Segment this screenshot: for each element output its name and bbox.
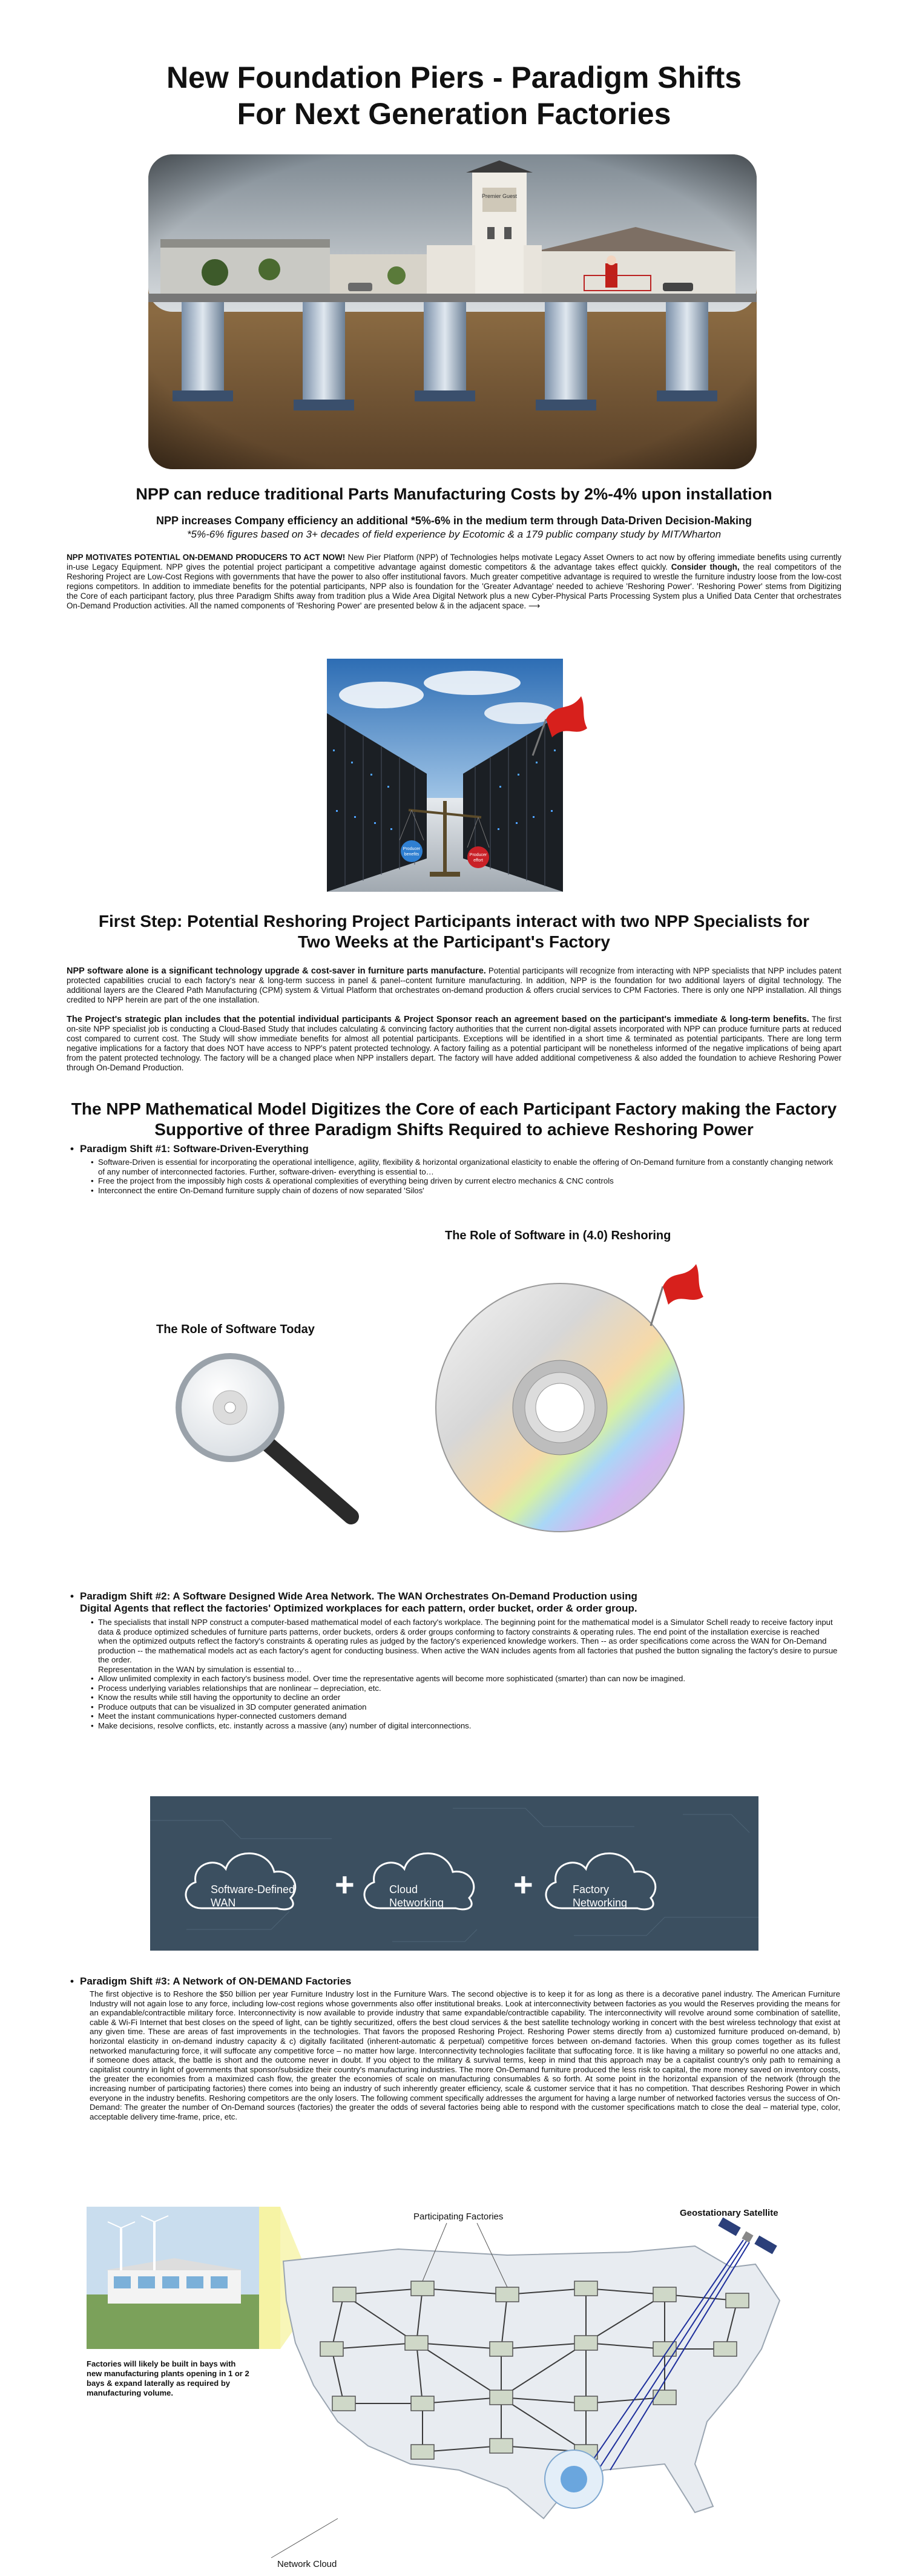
title-line-1: New Foundation Piers - Paradigm Shifts bbox=[166, 61, 742, 94]
model-heading-line-2: Supportive of three Paradigm Shifts Required to achieve Reshoring Power bbox=[154, 1120, 754, 1139]
hero-factory-image bbox=[148, 154, 757, 469]
title-line-2: For Next Generation Factories bbox=[237, 97, 671, 131]
first-step-p2-bold: The Project's strategic plan includes that the potential individual participants & Project Sponsor reach an agreement based on the participant's immediate & long-term benefits. bbox=[67, 1015, 809, 1024]
first-step-heading bbox=[0, 911, 908, 952]
page-title bbox=[0, 59, 908, 132]
role-of-software-reshoring-label: The Role of Software in (4.0) Reshoring bbox=[445, 1229, 671, 1242]
list-item: • Software-Driven is essential for incorporating the operational intelligence, agility, flexibility & horizontal organizational elasticity to enable the offering of On-Demand furniture from a constantly changing network of any number of interconnected factories. Further, software-driven- everything is essential to… bbox=[90, 1158, 840, 1176]
intro-paragraph bbox=[67, 553, 841, 611]
shift-3-body: The first objective is to Reshore the $50 billion per year Furniture Industry lost in the Furniture Wars. The second objective is to keep it for as long as there is a decorative panel industry. The American Furniture Industry will not again lose to any force, including low-cost regions whose governments also offer institutional breaks. Look at interconnectivity between factories as you would the Reserves providing the means for an expandable/contractible military force. Interconnectivity is now available to provide industry that same expandable/contractible capability. The interconnectivity will revolve around some combination of satellite, cable & Wi-Fi Internet that best closes on the speed of light, can be tightly securitized, offers the best cloud services & the best satellite technology working in concert with the best wireless technology that exist at any given time. These are areas of fast improvements in the technologies. That favors the proposed Reshoring Project. Reshoring Power stems directly from a) customized furniture produced on-demand, b) horizontal elasticity in on-demand industry capacity & c) digitally facilitated (inherent-automatic & perpetual) competitive forces between on-demand factories. When this group comes together as its fullest networked manufacturing force, it will suffocate any competitive force – no matter how large. Interconnectivity technologies facilitate that suffocating force. It is like having a military so powerful no one attacks and, if someone does attack, the battle is short and the outcome never in doubt. If you object to the military & survival terms, keep in mind that this approach may be a capitalist country's only path to remaining a capitalist country in light of governments that sponsor/subsidize their country's manufacturing industries. The more On-Demand furniture produced the less risk to capital, the more money saved on inventory costs, the greater the economies from a maximized cash flow, the greater the economies of scale on manufacturing consumables & so forth. At some point in the horizontal expansion of the network (through the increasing number of participating factories) there comes into being an industry of such inherently greater efficiency, scale & customer service that it has no competition. That describes Reshoring Power in which everyone in the industry benefits. Reshoring competitors are the only losers. The following comment specifically addresses the argument for having a large number of networked factories versus the success of On-Demand: The greater the number of On-Demand sources (factories) the greater the odds of several factories being able to respond with the customer specifications match to close the deal – material type, color, acceptable delivery time-frame, price, etc. bbox=[90, 1989, 840, 2121]
right-pan-label-2: effort bbox=[473, 858, 483, 863]
participating-factories-label: Participating Factories bbox=[413, 2212, 504, 2222]
arrow-right-icon: ⟶ bbox=[528, 601, 541, 610]
shift-1-title: • Paradigm Shift #1: Software-Driven-Everything bbox=[67, 1143, 841, 1155]
list-item: • Free the project from the impossibly high costs & operational complexities of everything being driven by current electro mechanics & CNC controls bbox=[90, 1176, 840, 1186]
cloud-3-line-1: Factory bbox=[573, 1883, 610, 1896]
shift-3-title: • Paradigm Shift #3: A Network of ON-DEMAND Factories bbox=[67, 1975, 841, 1988]
first-step-p1-bold: NPP software alone is a significant technology upgrade & cost-saver in furniture parts manufacture. bbox=[67, 966, 486, 976]
model-heading-line-1: The NPP Mathematical Model Digitizes the Core of each Participant Factory making the Factory bbox=[71, 1099, 837, 1118]
intro-headline: NPP can reduce traditional Parts Manufacturing Costs by 2%-4% upon installation bbox=[136, 485, 772, 503]
first-step-p2-body: The first on-site NPP specialist job is conducting a Cloud-Based Study that includes calculating & convincing factory authorities that the current non-digital assets incorporated with NPP can produce furniture parts at reduced cost compared to current cost. The Study will show immediate benefits for almost all potential participants. Exceptions will be identified in a short time & terminated as potential participants. There are long term negative implications for a factory that does NOT have access to NPP's patent protected technology. A factory failing as a potential participant will be nonetheless informed of the negative implications of being apart from the patent protected technology. The factory will be a changed place when NPP installers depart. The factory will have added additional competiveness & also added the foundation to achieve Reshoring Power through On-Demand Production. bbox=[67, 1015, 841, 1072]
first-step-p1-body: Potential participants will recognize from interacting with NPP specialists that NPP includes patent protected capabilities crucial to each factory's near & long-term success in panel & panel--content furniture manufacturing. In addition, NPP is the foundation for two additional layers of digital technology. The additional layers are the Cleared Path Manufacturing (CPM) system & Virtual Platform that orchestrates on-demand production & offers crucial services to CPM Factories. There is only one NPP installation. All things credited to NPP herein are part of the one installation. bbox=[67, 966, 841, 1004]
intro-subheadline: NPP increases Company efficiency an additional *5%-6% in the medium term through Data-Driven Decision-Making bbox=[156, 515, 752, 527]
left-pan-label-2: benefits bbox=[404, 852, 419, 857]
cloud-1-line-1: Software-Defined bbox=[211, 1883, 295, 1896]
cloud-2-line-1: Cloud bbox=[389, 1883, 418, 1896]
shift-2-section bbox=[67, 1590, 841, 1615]
cloud-icon bbox=[186, 1853, 295, 1909]
shift-2-bullets bbox=[90, 1618, 840, 1730]
role-of-software-today-label: The Role of Software Today bbox=[156, 1323, 315, 1336]
shift-1-bullets bbox=[90, 1158, 840, 1195]
intro-body: New Pier Platform (NPP) of Technologies helps motivate Legacy Asset Owners to act now by offering immediate benefits using currently in-use Legacy Equipment. NPP gives the potential project participant a competitive advantage against domestic competitors & the advantage takes effect quickly. bbox=[67, 553, 841, 572]
intro-body-2: the real competitors of the Reshoring Project are Low-Cost Regions with governments that have the power to also offer institutional favors. Much greater competitive advantage is required to wrestle the furniture industry loose from the low-cost regions competitors. In addition to immediate benefits for the potential participants, NPP also is foundation for the 'Greater Advantage' needed to achieve 'Reshoring Power'. 'Reshoring Power' stems from Digitizing the Core of each participant factory, plus three Paradigm Shifts away from tradition plus a Wide Area Digital Network plus a new Cyber-Physical Parts Processing System plus a Unified Data Center that orchestrates On-Demand Production activities. All the named components of 'Reshoring Power' are presented below & in the adjacent space. bbox=[67, 562, 841, 610]
cloud-3-line-2: Networking bbox=[573, 1897, 628, 1909]
representation-note: Representation in the WAN by simulation is essential to… bbox=[98, 1664, 302, 1674]
shift-2-title bbox=[67, 1590, 841, 1615]
us-map-shape bbox=[283, 2246, 780, 2518]
wan-cloud-panel bbox=[150, 1796, 758, 1951]
plus-icon: + bbox=[335, 1865, 355, 1903]
shift-3-section bbox=[67, 1975, 841, 1988]
intro-lead: NPP MOTIVATES POTENTIAL ON-DEMAND PRODUCERS TO ACT NOW! bbox=[67, 553, 346, 562]
intro-body-bold: Consider though, bbox=[671, 562, 740, 572]
list-item: • Know the results while still having the opportunity to decline an order bbox=[90, 1693, 840, 1702]
list-item bbox=[90, 1618, 840, 1674]
list-item: • Make decisions, resolve conflicts, etc. instantly across a massive (any) number of digital interconnections. bbox=[90, 1721, 840, 1731]
magnifier-handle bbox=[257, 1435, 351, 1517]
list-item: • Meet the instant communications hyper-connected customers demand bbox=[90, 1711, 840, 1721]
list-item: • Interconnect the entire On-Demand furniture supply chain of dozens of now separated 'Silos' bbox=[90, 1186, 840, 1196]
map-caption: Factories will likely be built in bays with new manufacturing plants opening in 1 or 2 bays & expand laterally as required by manufacturing volume. bbox=[87, 2359, 249, 2397]
first-step-paragraph-2 bbox=[67, 1015, 841, 1073]
cloud-1-line-2: WAN bbox=[211, 1897, 236, 1909]
list-item: • Allow unlimited complexity in each factory's business model. Over time the representative agents will become more sophisticated (smarter) than can now be imagined. bbox=[90, 1674, 840, 1684]
shift-2-title-line-1: • Paradigm Shift #2: A Software Designed Wide Area Network. The WAN Orchestrates On-Demand Production using bbox=[80, 1590, 637, 1602]
list-item: • Process underlying variables relationships that are nonlinear – depreciation, etc. bbox=[90, 1684, 840, 1693]
first-step-heading-line-1: First Step: Potential Reshoring Project Participants interact with two NPP Specialists for bbox=[98, 912, 810, 931]
magnifier-image bbox=[173, 1353, 372, 1535]
satellite-icon bbox=[718, 2218, 777, 2255]
cloud-2-line-2: Networking bbox=[389, 1897, 444, 1909]
plus-icon: + bbox=[513, 1865, 533, 1903]
list-item-text: The specialists that install NPP construct a computer-based mathematical model of each factory's workplace. The beginning point for the mathematical model is a Simulator Schell ready to receive factory input data & produce optimized schedules of furniture parts patterns, order buckets, orders & order groups conforming to factory constraints & operating rules. The end point of the installation exercise is reached when the optimized outputs reflect the factory's constraints & operating rules as judged by the factory's experienced knowledge workers. Then -- as order specifications come across the WAN for On-Demand production -- the mathematical models act as each factory's agent for conducting business. When active the WAN includes agents from all factories that pushed the button signaling the factory's desire to pursue the order. bbox=[98, 1618, 838, 1664]
list-item: • Produce outputs that can be visualized in 3D computer generated animation bbox=[90, 1702, 840, 1712]
shift-2-title-line-2: Digital Agents that reflect the factories' Optimized workplaces for each pattern, order bucket, order & order group. bbox=[80, 1603, 637, 1614]
shift-1-section bbox=[67, 1143, 841, 1155]
right-pan-label-1: Producer bbox=[469, 853, 487, 857]
network-cloud-label: Network Cloud bbox=[277, 2559, 337, 2569]
satellite-label: Geostationary Satellite bbox=[680, 2208, 778, 2218]
first-step-paragraph-1 bbox=[67, 966, 841, 1005]
cd-disc-image bbox=[424, 1247, 708, 1538]
model-heading bbox=[0, 1099, 908, 1140]
datacenter-scale-image bbox=[327, 659, 605, 892]
intro-footnote: *5%-6% figures based on 3+ decades of field experience by Ecotomic & a 179 public company study by MIT/Wharton bbox=[186, 529, 722, 540]
left-pan-label-1: Producer bbox=[403, 847, 421, 851]
red-flag-icon bbox=[651, 1264, 703, 1326]
first-step-heading-line-2: Two Weeks at the Participant's Factory bbox=[298, 932, 610, 951]
